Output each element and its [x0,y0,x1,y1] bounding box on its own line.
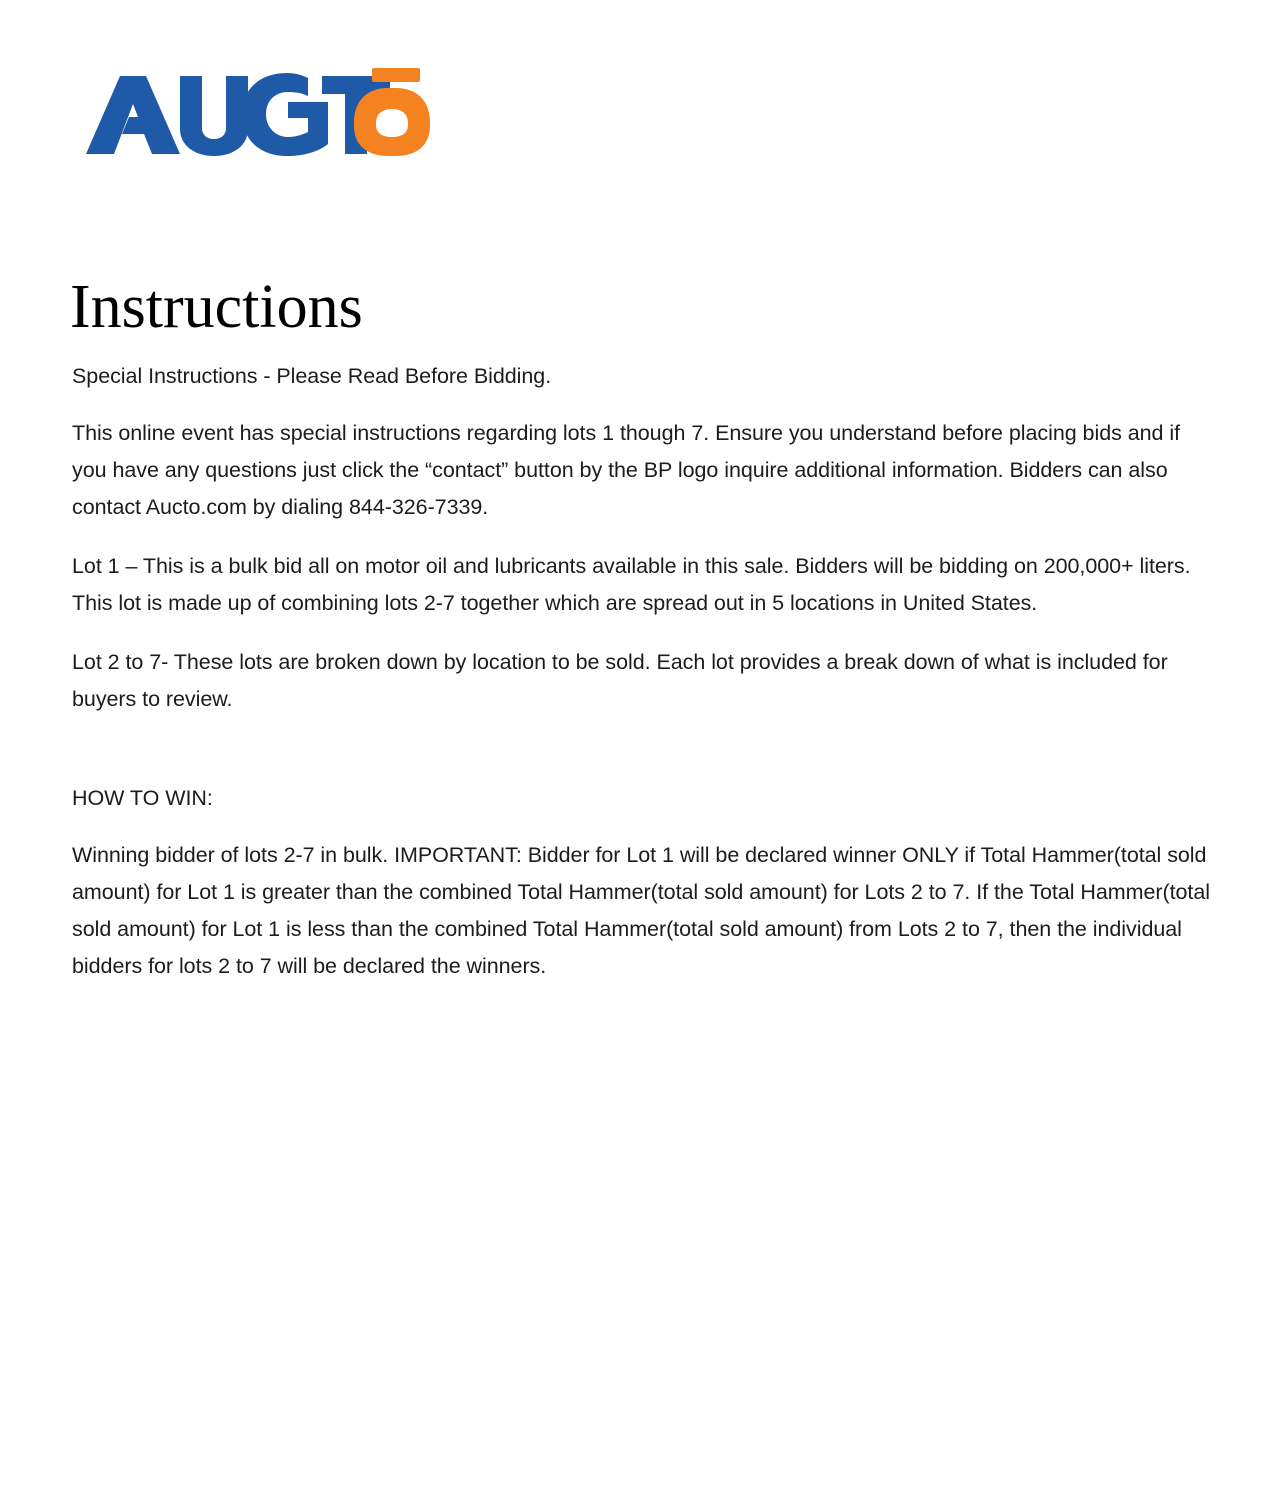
document-body [72,358,1212,985]
lead-paragraph: Special Instructions - Please Read Before Bidding. [72,364,552,388]
logo-letter-u [180,76,248,156]
aucto-logo [76,66,436,162]
logo-letter-a [86,76,180,154]
paragraph-how-to-win: Winning bidder of lots 2-7 in bulk. IMPORTANT: Bidder for Lot 1 will be declared winner ONLY if Total Hammer(total sold amount) for Lot 1 is greater than the combined Total Hammer(total sold amount) for Lots 2 to 7. If the Total Hammer(total sold amount) for Lot 1 is less than the combined Total Hammer(total sold amount) from Lots 2 to 7, then the individual bidders for lots 2 to 7 will be declared the winners. [72,843,1210,978]
paragraph-lot-1: Lot 1 – This is a bulk bid all on motor oil and lubricants available in this sale. Bidders will be bidding on 200,000+ liters. This lot is made up of combining lots 2-7 together which are spread out in 5 locations in United States. [72,554,1191,615]
page-title: Instructions [70,272,363,341]
how-to-win-heading: HOW TO WIN: [72,786,213,810]
paragraph-event-overview: This online event has special instructions regarding lots 1 though 7. Ensure you understand before placing bids and if you have any questions just click the “contact” button by the BP logo inquire additional information. Bidders can also contact Aucto.com by dialing 844-326-7339. [72,421,1181,519]
paragraph-lots-2-to-7: Lot 2 to 7- These lots are broken down by location to be sold. Each lot provides a break down of what is included for buyers to review. [72,650,1168,711]
logo-letter-c [242,73,328,156]
